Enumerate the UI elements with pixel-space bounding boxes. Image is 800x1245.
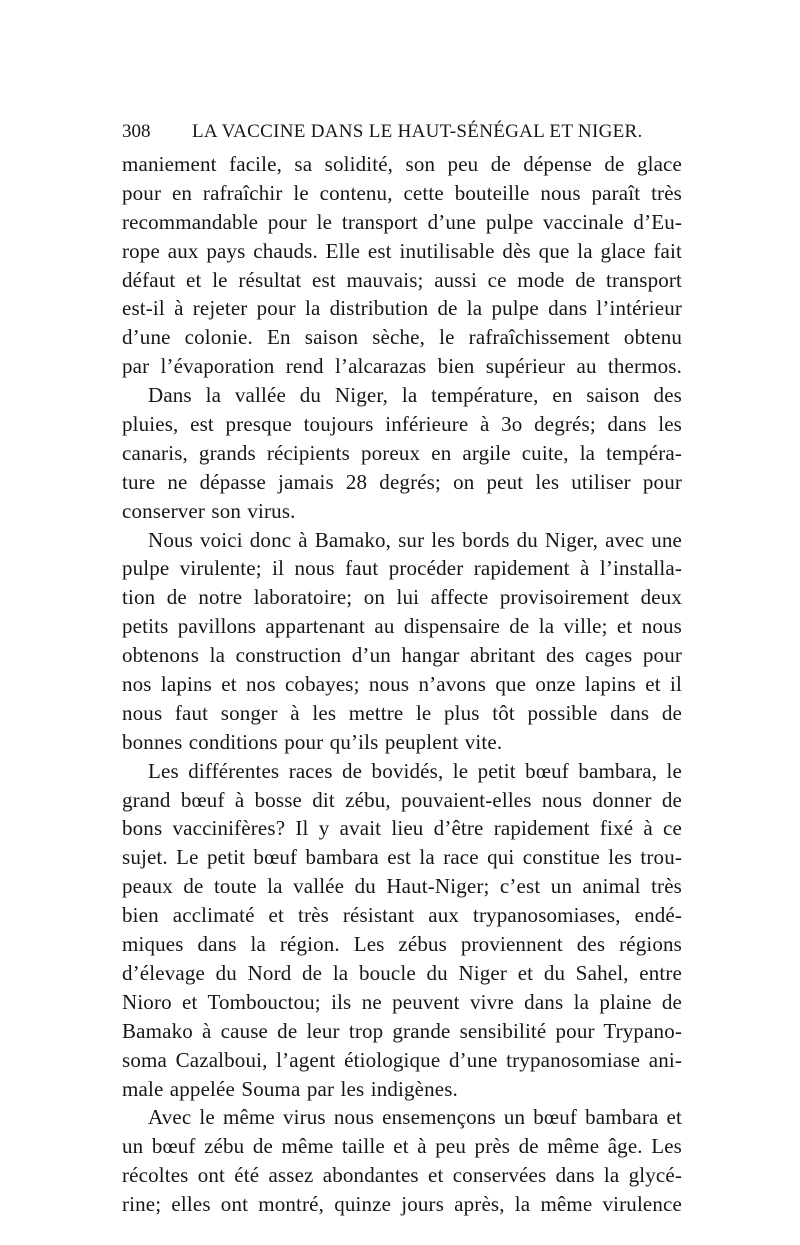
text-line: Les différentes races de bovidés, le petit bœuf bambara, le — [148, 758, 682, 783]
text-line: pulpe virulente; il nous faut procéder rapidement à l’installa- — [122, 556, 682, 581]
text-line: d’une colonie. En saison sèche, le rafraîchissement obtenu — [122, 325, 682, 350]
text-line: défaut et le résultat est mauvais; aussi ce mode de transport — [122, 267, 682, 292]
text-line: rine; elles ont montré, quinze jours après, la même virulence — [122, 1192, 682, 1217]
text-line: canaris, grands récipients poreux en argile cuite, la tempéra- — [122, 440, 682, 465]
text-line: un bœuf zébu de même taille et à peu près de même âge. Les — [122, 1134, 682, 1159]
running-title: LA VACCINE DANS LE HAUT-SÉNÉGAL ET NIGER. — [192, 121, 643, 142]
text-line: rope aux pays chauds. Elle est inutilisable dès que la glace fait — [122, 238, 682, 263]
text-line: d’élevage du Nord de la boucle du Niger et du Sahel, entre — [122, 960, 682, 985]
text-line: ture ne dépasse jamais 28 degrés; on peut les utiliser pour — [122, 469, 682, 494]
text-line: miques dans la région. Les zébus proviennent des régions — [122, 932, 682, 957]
text-line: tion de notre laboratoire; on lui affecte provisoirement deux — [122, 585, 682, 610]
text-line: pluies, est presque toujours inférieure à 3o degrés; dans les — [122, 412, 682, 437]
page-number: 308 — [122, 121, 151, 142]
text-line: nous faut songer à les mettre le plus tôt possible dans de — [122, 700, 682, 725]
text-line: conserver son virus. — [122, 498, 296, 523]
text-line: Nioro et Tombouctou; ils ne peuvent vivre dans la plaine de — [122, 989, 682, 1014]
text-line: par l’évaporation rend l’alcarazas bien supérieur au thermos. — [122, 354, 682, 379]
text-line: sujet. Le petit bœuf bambara est la race qui constitue les trou- — [122, 845, 682, 870]
text-line: soma Cazalboui, l’agent étiologique d’une trypanosomiase ani- — [122, 1047, 682, 1072]
running-head — [122, 119, 682, 145]
text-line: obtenons la construction d’un hangar abritant des cages pour — [122, 643, 682, 668]
text-line: pour en rafraîchir le contenu, cette bouteille nous paraît très — [122, 180, 682, 205]
text-line: nos lapins et nos cobayes; nous n’avons que onze lapins et il — [122, 672, 682, 697]
text-line: recommandable pour le transport d’une pulpe vaccinale d’Eu- — [122, 209, 682, 234]
text-line: Avec le même virus nous ensemençons un bœuf bambara et — [148, 1105, 682, 1130]
body-text — [122, 150, 682, 1219]
text-line: bons vaccinifères? Il y avait lieu d’être rapidement fixé à ce — [122, 816, 682, 841]
text-line: est-il à rejeter pour la distribution de la pulpe dans l’intérieur — [122, 296, 682, 321]
text-line: récoltes ont été assez abondantes et conservées dans la glycé- — [122, 1163, 682, 1188]
text-line: male appelée Souma par les indigènes. — [122, 1076, 458, 1101]
text-line: Nous voici donc à Bamako, sur les bords du Niger, avec une — [148, 527, 682, 552]
text-line: bien acclimaté et très résistant aux trypanosomiases, endé- — [122, 903, 682, 928]
text-line: maniement facile, sa solidité, son peu de dépense de glace — [122, 152, 682, 176]
text-line: Dans la vallée du Niger, la température, en saison des — [148, 383, 682, 408]
text-line: bonnes conditions pour qu’ils peuplent vite. — [122, 729, 503, 754]
text-line: petits pavillons appartenant au dispensaire de la ville; et nous — [122, 614, 682, 639]
text-line: Bamako à cause de leur trop grande sensibilité pour Trypano- — [122, 1018, 682, 1043]
text-line: peaux de toute la vallée du Haut-Niger; c’est un animal très — [122, 874, 682, 899]
text-line: grand bœuf à bosse dit zébu, pouvaient-elles nous donner de — [122, 787, 682, 812]
